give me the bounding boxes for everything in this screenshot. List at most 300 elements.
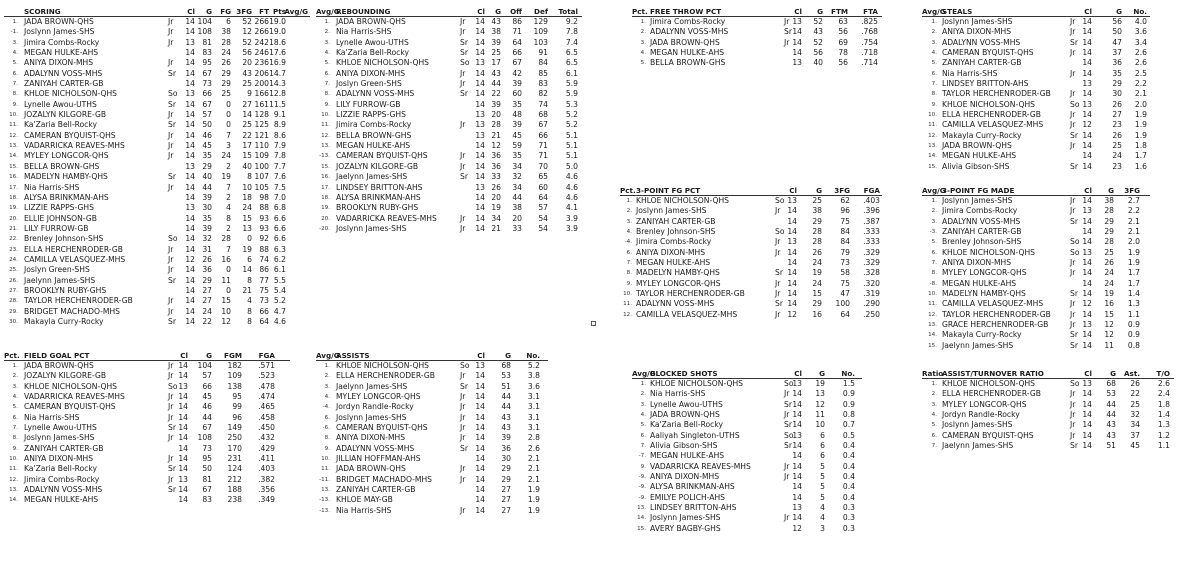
player-name-cell: CAMILLA VELASQUEZ-MHS <box>942 120 1044 130</box>
rank-cell: 7. <box>626 260 632 267</box>
stat-cell: .768 <box>861 27 878 37</box>
stat-cell: Jr <box>1070 120 1076 130</box>
stat-cell: 14 <box>1082 268 1092 278</box>
table-row <box>922 248 1150 258</box>
player-name-cell: BRIDGET MACHADO-MHS <box>24 306 120 316</box>
stat-cell: 13 <box>475 130 485 140</box>
stat-cell: 0.4 <box>842 461 855 471</box>
stat-cell: 1.3 <box>1127 299 1140 309</box>
rank-cell: -9. <box>638 484 646 491</box>
stat-cell: Jr <box>168 361 174 370</box>
stat-cell: Jr <box>784 389 790 399</box>
stat-cell: 14 <box>792 48 802 58</box>
player-name-cell: Makayla Curry-Rocky <box>942 130 1022 140</box>
stat-cell: 43 <box>242 68 252 78</box>
stat-cell: 45 <box>512 130 522 140</box>
stat-cell: 266 <box>254 27 269 37</box>
table-title: 3-POINT FG MADE <box>942 186 1015 195</box>
stat-cell: 37 <box>1112 48 1122 58</box>
stat-cell: 36 <box>491 151 501 161</box>
player-name-cell: JADA BROWN-QHS <box>336 464 406 474</box>
stat-cell: Sr <box>1070 216 1078 226</box>
column-header: Cl <box>794 7 802 16</box>
player-name-cell: BELLA BROWN-GHS <box>650 58 726 68</box>
player-name-cell: Brenley Johnson-SHS <box>636 227 716 237</box>
stat-cell: 73 <box>202 79 212 89</box>
stat-cell: 3.9 <box>565 223 578 233</box>
rank-cell: 8. <box>324 91 330 98</box>
stat-cell: 8 <box>247 172 252 182</box>
player-name-cell: Jordyn Randle-Rocky <box>336 402 414 412</box>
stat-cell: 83 <box>202 48 212 58</box>
stat-cell: Sr <box>168 485 176 495</box>
table-row <box>922 120 1150 130</box>
stat-cell: 200 <box>254 79 269 89</box>
rank-cell: 27. <box>9 287 18 294</box>
stat-cell: 14 <box>178 443 188 453</box>
player-name-cell: MEGAN HULKE-AHS <box>24 495 99 505</box>
table-row <box>922 268 1150 278</box>
stat-cell: 2 <box>226 161 231 171</box>
stat-cell: 20 <box>242 58 252 68</box>
stat-cell: 1.1 <box>1157 441 1170 451</box>
stat-cell: 182 <box>227 361 242 370</box>
stat-cell: 77 <box>259 275 269 285</box>
stat-cell: Sr <box>1070 130 1078 140</box>
stat-cell: 121 <box>254 130 269 140</box>
stat-cell: 68 <box>501 361 511 370</box>
column-header: Avg/G <box>316 351 340 360</box>
player-name-cell: ADALYNN VOSS-MHS <box>650 27 729 37</box>
rank-cell: 17. <box>9 184 18 191</box>
stat-cell: .571 <box>258 361 275 370</box>
rank-cell: -6. <box>322 425 330 432</box>
stat-cell: Sr <box>1070 441 1078 451</box>
rank-cell: 6. <box>640 432 646 439</box>
stat-cell: 52 <box>813 17 823 26</box>
stat-cell: Jr <box>775 278 781 288</box>
stat-cell: 1.8 <box>1157 399 1170 409</box>
stat-cell: 107 <box>254 172 269 182</box>
stat-cell: 35 <box>1112 68 1122 78</box>
stat-cell: 93 <box>259 213 269 223</box>
table-row <box>4 255 310 265</box>
rank-cell: 12. <box>9 476 18 483</box>
stat-cell: 14 <box>475 141 485 151</box>
stat-cell: 14 <box>1082 441 1092 451</box>
table-title: FIELD GOAL PCT <box>24 351 90 360</box>
stat-cell: 14 <box>475 433 485 443</box>
rank-cell: 5. <box>324 60 330 67</box>
stat-cell: 35 <box>202 213 212 223</box>
rank-cell: 15. <box>928 342 937 349</box>
stat-cell: .333 <box>863 227 880 237</box>
table-row <box>316 495 548 505</box>
stat-cell: 43 <box>501 423 511 433</box>
table-row <box>316 172 582 182</box>
stat-cell: 14 <box>178 495 188 505</box>
stat-cell: 13 <box>792 379 802 388</box>
table-row <box>316 392 548 402</box>
table-row <box>4 38 310 48</box>
stat-cell: 5 <box>820 492 825 502</box>
rank-cell: 11. <box>623 301 632 308</box>
stat-cell: 93 <box>259 223 269 233</box>
rank-cell: 1. <box>931 381 937 387</box>
stat-cell: 13 <box>178 474 188 484</box>
rank-cell: 20. <box>321 215 330 222</box>
stat-cell: 14 <box>1082 110 1092 120</box>
stat-cell: 53 <box>1106 389 1116 399</box>
column-header: 3FG <box>834 186 850 195</box>
column-header: G <box>816 186 822 195</box>
player-name-cell: LINDSEY BRITTON-AHS <box>650 503 737 513</box>
player-name-cell: CAMERAN BYQUIST-QHS <box>24 402 116 412</box>
rank-cell: 17. <box>321 184 330 191</box>
player-name-cell: MEGAN HULKE-AHS <box>942 278 1017 288</box>
stat-cell: .382 <box>258 474 275 484</box>
rank-cell: 13. <box>928 322 937 329</box>
stat-cell: 14 <box>1082 227 1092 237</box>
table-row <box>922 400 1174 410</box>
stat-cell: 12 <box>491 141 501 151</box>
column-header: FG <box>220 7 231 16</box>
stat-cell: So <box>775 227 785 237</box>
stat-cell: 0.9 <box>1127 320 1140 330</box>
player-name-cell: CAMILLA VELASQUEZ-MHS <box>24 254 126 264</box>
player-name-cell: Aaliyah Singleton-UTHS <box>650 430 740 440</box>
stat-cell: 14 <box>1082 141 1092 151</box>
table-row <box>316 151 582 161</box>
stat-cell: 5.2 <box>565 110 578 120</box>
stat-cell: 0.4 <box>842 451 855 461</box>
table-title: 3-POINT FG PCT <box>636 186 701 195</box>
stat-cell: 0.3 <box>842 513 855 523</box>
player-name-cell: MEGAN HULKE-AHS <box>650 451 725 461</box>
player-name-cell: MEGAN HULKE-AHS <box>24 48 99 58</box>
player-name-cell: KHLOE NICHOLSON-QHS <box>636 196 729 205</box>
stat-cell: 0.3 <box>842 523 855 533</box>
player-name-cell: CAMILLA VELASQUEZ-MHS <box>636 309 738 319</box>
stat-cell: 108 <box>197 27 212 37</box>
stat-cell: 14 <box>792 472 802 482</box>
player-name-cell: LILY FURROW-GB <box>336 99 401 109</box>
stat-cell: 8 <box>247 275 252 285</box>
rank-cell: 5. <box>931 239 937 246</box>
table-row <box>4 433 290 443</box>
stat-cell: 53 <box>501 371 511 381</box>
field-goal-pct-panel <box>4 350 290 506</box>
table-row <box>316 361 548 371</box>
stat-cell: 0.4 <box>842 441 855 451</box>
stat-cell: 0.4 <box>842 492 855 502</box>
player-name-cell: BELLA BROWN-GHS <box>24 161 100 171</box>
stat-cell: 47 <box>1112 37 1122 47</box>
stat-cell: 26 <box>1130 379 1140 388</box>
table-row <box>922 258 1150 268</box>
table-row <box>4 382 290 392</box>
rank-cell: -9. <box>638 474 646 481</box>
stat-cell: 14 <box>185 244 195 254</box>
stat-cell: 23 <box>1112 120 1122 130</box>
stat-cell: 14 <box>787 247 797 257</box>
stat-cell: 5.2 <box>565 120 578 130</box>
stat-cell: Sr <box>460 172 468 182</box>
stat-cell: 14 <box>792 389 802 399</box>
stat-cell: 84 <box>840 227 850 237</box>
stat-cell: 24 <box>242 203 252 213</box>
stat-cell: 16 <box>221 254 231 264</box>
stat-cell: 27 <box>242 99 252 109</box>
table-row <box>922 17 1150 27</box>
stat-cell: Jr <box>168 17 174 26</box>
stat-cell: 24 <box>221 48 231 58</box>
stat-cell: 45 <box>1130 441 1140 451</box>
player-name-cell: VADARRICKA REAVES-MHS <box>24 392 125 402</box>
stat-cell: 0 <box>247 234 252 244</box>
rank-cell: 2. <box>931 208 937 215</box>
stat-cell: 28 <box>491 120 501 130</box>
player-name-cell: KHLOE MAY-GB <box>336 495 393 505</box>
column-header: G <box>495 7 501 16</box>
stat-cell: .825 <box>861 17 878 26</box>
stat-cell: 166 <box>254 89 269 99</box>
stat-cell: 13 <box>475 182 485 192</box>
rank-cell: 3. <box>640 39 646 46</box>
stat-cell: 14 <box>475 192 485 202</box>
rank-cell: 10. <box>9 112 18 119</box>
stat-cell: 42 <box>512 68 522 78</box>
stat-cell: Jr <box>168 402 174 412</box>
player-name-cell: Jaelynn James-SHS <box>336 172 408 182</box>
rank-cell: 2. <box>626 208 632 215</box>
stat-cell: 51 <box>1106 441 1116 451</box>
stat-cell: 12 <box>242 27 252 37</box>
stat-cell: 34 <box>491 213 501 223</box>
table-row <box>4 89 310 99</box>
column-header: G <box>817 7 823 16</box>
stat-cell: 14 <box>1082 420 1092 430</box>
stat-cell: 14.7 <box>269 68 286 78</box>
player-name-cell: ADALYNN VOSS-MHS <box>24 485 103 495</box>
stat-cell: 14 <box>1082 389 1092 399</box>
stat-cell: 34 <box>512 161 522 171</box>
steals-panel <box>922 6 1150 172</box>
stat-cell: 24 <box>1112 151 1122 161</box>
stat-cell: 25 <box>491 48 501 58</box>
stat-cell: Sr <box>168 464 176 474</box>
rank-cell: 1. <box>640 19 646 25</box>
stat-cell: 44 <box>501 392 511 402</box>
stat-cell: 14 <box>792 492 802 502</box>
stat-cell: 6.6 <box>273 213 286 223</box>
player-name-cell: JOZALYN KILGORE-GB <box>336 161 419 171</box>
stat-cell: 13 <box>1082 99 1092 109</box>
stat-cell: 74 <box>259 254 269 264</box>
stat-cell: 44 <box>512 192 522 202</box>
player-name-cell: JADA BROWN-QHS <box>24 361 94 370</box>
table-row <box>316 110 582 120</box>
stat-cell: 70 <box>538 161 548 171</box>
rank-cell: 19. <box>9 205 18 212</box>
rank-cell: -8. <box>929 280 937 287</box>
stat-cell: .450 <box>258 423 275 433</box>
rank-cell: 2. <box>640 391 646 398</box>
column-header: Cl <box>1084 369 1092 378</box>
player-name-cell: AVERY BAGBY-GHS <box>650 523 721 533</box>
stat-cell: 13 <box>242 223 252 233</box>
player-name-cell: Joslyn Green-SHS <box>336 79 402 89</box>
rank-cell: 9. <box>12 445 18 452</box>
stat-cell: 109 <box>254 151 269 161</box>
player-name-cell: Jordyn Randle-Rocky <box>942 410 1020 420</box>
stat-cell: .329 <box>863 247 880 257</box>
stat-cell: 19 <box>221 172 231 182</box>
stat-cell: 1.7 <box>1127 268 1140 278</box>
player-name-cell: Joslynn James-SHS <box>636 206 707 216</box>
stat-cell: 0.3 <box>842 503 855 513</box>
rank-cell: 4. <box>324 394 330 401</box>
column-header: G <box>1116 7 1122 16</box>
stat-cell: 108 <box>197 433 212 443</box>
stat-cell: 7 <box>226 182 231 192</box>
stat-cell: 48 <box>512 110 522 120</box>
stat-cell: 2.6 <box>1157 379 1170 388</box>
table-row <box>316 38 582 48</box>
stat-cell: 66 <box>512 48 522 58</box>
stat-cell: 12 <box>221 316 231 326</box>
rank-cell: 7. <box>640 443 646 450</box>
table-row <box>316 48 582 58</box>
stat-cell: 22 <box>242 130 252 140</box>
stat-cell: 3.1 <box>527 423 540 433</box>
stat-cell: 73 <box>840 258 850 268</box>
table-title: REBOUNDING <box>336 7 391 16</box>
stat-cell: 14 <box>185 58 195 68</box>
player-name-cell: KHLOE NICHOLSON-QHS <box>942 99 1035 109</box>
column-header: G <box>819 369 825 378</box>
stat-cell: 24 <box>221 151 231 161</box>
table-row <box>4 27 310 37</box>
stat-cell: 23 <box>1112 161 1122 171</box>
table-row <box>4 224 310 234</box>
three-point-fg-pct-panel <box>620 185 882 320</box>
stat-cell: .349 <box>258 495 275 505</box>
stat-cell: Jr <box>1070 258 1076 268</box>
stat-cell: 64 <box>259 316 269 326</box>
stat-cell: 30 <box>1112 89 1122 99</box>
player-name-cell: ELLIE JOHNSON-GB <box>24 213 97 223</box>
stat-cell: 14 <box>475 99 485 109</box>
stat-cell: 14 <box>475 223 485 233</box>
stat-cell: Jr <box>1070 389 1076 399</box>
table-header <box>632 6 882 17</box>
stat-cell: 19 <box>491 203 501 213</box>
stat-cell: 81 <box>202 474 212 484</box>
stat-cell: 99 <box>232 402 242 412</box>
stat-cell: So <box>784 379 794 388</box>
player-name-cell: KHLOE NICHOLSON-QHS <box>24 381 117 391</box>
stat-cell: .429 <box>258 443 275 453</box>
table-row <box>922 320 1150 330</box>
stat-cell: 4.6 <box>273 316 286 326</box>
stat-cell: 5 <box>820 472 825 482</box>
stat-cell: 2 <box>226 223 231 233</box>
table-row <box>4 183 310 193</box>
table-row <box>4 444 290 454</box>
stat-cell: 9 <box>247 89 252 99</box>
stat-cell: 2.1 <box>527 464 540 474</box>
rank-cell: 13. <box>9 487 18 494</box>
player-name-cell: MEGAN HULKE-AHS <box>942 151 1017 161</box>
stat-cell: 65 <box>538 172 548 182</box>
stat-cell: 73 <box>259 296 269 306</box>
player-name-cell: ADALYNN VOSS-MHS <box>336 89 415 99</box>
stat-cell: 0.7 <box>842 420 855 430</box>
stat-cell: 35 <box>202 151 212 161</box>
stat-cell: 21 <box>491 223 501 233</box>
stat-cell: 109 <box>227 371 242 381</box>
stat-cell: 0 <box>226 265 231 275</box>
stat-cell: 4 <box>820 503 825 513</box>
column-header: Cl <box>180 351 188 360</box>
table-row <box>620 268 882 278</box>
rank-cell: 18. <box>9 194 18 201</box>
stat-cell: 29 <box>221 68 231 78</box>
rank-cell: 14. <box>9 153 18 160</box>
table-row <box>922 341 1150 351</box>
stat-cell: 33 <box>512 223 522 233</box>
stat-cell: Jr <box>1070 320 1076 330</box>
stat-cell: 7.4 <box>565 37 578 47</box>
stat-cell: 68 <box>538 110 548 120</box>
rank-cell: 4. <box>324 50 330 57</box>
player-name-cell: Alivia Gibson-SHS <box>942 161 1010 171</box>
player-name-cell: Joslynn James-SHS <box>650 513 721 523</box>
player-name-cell: GRACE HERCHENRODER-GB <box>942 320 1049 330</box>
player-name-cell: Joslynn James-SHS <box>336 412 407 422</box>
stat-cell: 1.5 <box>842 379 855 388</box>
rank-cell: 11. <box>9 122 18 129</box>
stat-cell: 4.6 <box>565 182 578 192</box>
player-name-cell: ALYSA BRINKMAN-AHS <box>24 192 109 202</box>
stat-cell: 52 <box>242 37 252 47</box>
stat-cell: 29 <box>1112 79 1122 89</box>
table-row <box>620 206 882 216</box>
stat-cell: 29 <box>202 161 212 171</box>
stat-cell: 44 <box>491 79 501 89</box>
stat-cell: 84 <box>538 58 548 68</box>
stat-cell: Jr <box>460 120 466 130</box>
stat-cell: 14 <box>475 402 485 412</box>
stat-cell: 63 <box>838 17 848 26</box>
player-name-cell: VADARRICKA REAVES-MHS <box>24 141 125 151</box>
stat-cell: Sr <box>168 316 176 326</box>
table-row <box>4 423 290 433</box>
stat-cell: 43 <box>501 412 511 422</box>
stat-cell: 50 <box>202 464 212 474</box>
stat-cell: 0.4 <box>842 482 855 492</box>
stat-cell: 85 <box>538 68 548 78</box>
stat-cell: 18.6 <box>269 37 286 47</box>
stat-cell: 38 <box>512 203 522 213</box>
stat-cell: 78 <box>838 48 848 58</box>
player-name-cell: Jimira Combs-Rocky <box>24 474 100 484</box>
table-row <box>922 141 1150 151</box>
stat-cell: 56 <box>813 48 823 58</box>
stat-cell: 1.9 <box>1127 247 1140 257</box>
stat-cell: 14 <box>185 27 195 37</box>
